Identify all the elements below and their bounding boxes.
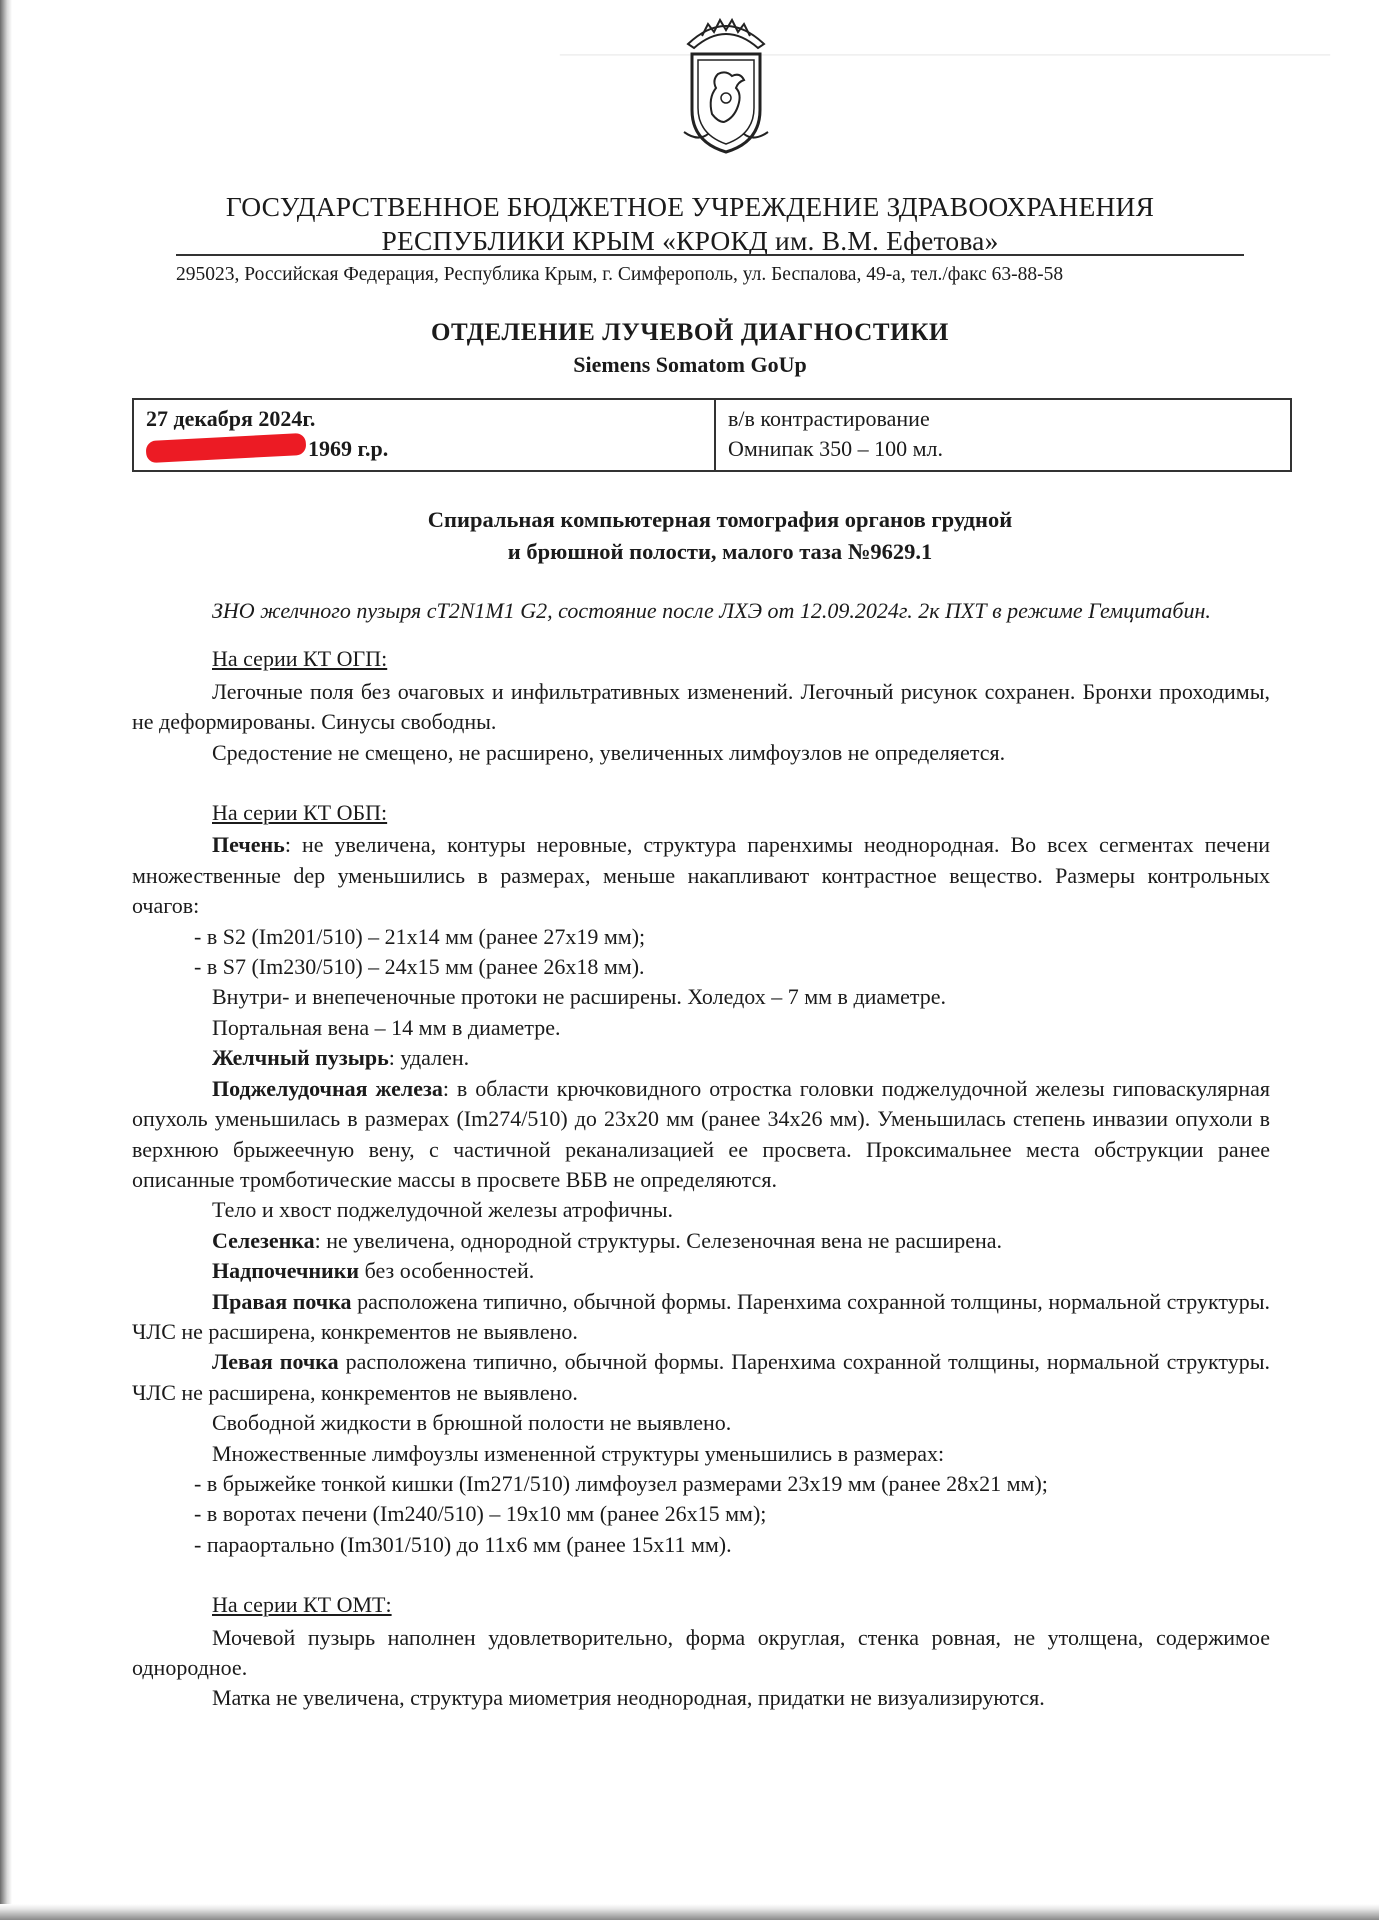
portal-vein-paragraph: Портальная вена – 14 мм в диаметре. bbox=[212, 1014, 561, 1040]
section-gap bbox=[132, 1560, 1270, 1590]
bleed-through-text: ——————————————————————————————————— bbox=[560, 40, 1330, 65]
chest-lungs-paragraph: Легочные поля без очаговых и инфильтративных изменений. Легочный рисунок сохранен. Бронхи проходимы, не деформированы. Синусы свободны. bbox=[132, 678, 1270, 735]
patient-info-cell bbox=[134, 400, 716, 470]
contrast-label: в/в контрастирование bbox=[728, 406, 930, 431]
department-name: ОТДЕЛЕНИЕ ЛУЧЕВОЙ ДИАГНОСТИКИ bbox=[431, 319, 949, 346]
spleen-label: Селезенка bbox=[212, 1227, 315, 1253]
bile-ducts-paragraph: Внутри- и внепеченочные протоки не расширены. Холедох – 7 мм в диаметре. bbox=[212, 984, 947, 1010]
birth-year: 1969 г.р. bbox=[308, 436, 389, 461]
clinical-diagnosis: ЗНО желчного пузыря cT2N1M1 G2, состояние после ЛХЭ от 12.09.2024г. 2к ПХТ в режиме Гемцитабин. bbox=[212, 598, 1211, 623]
section-heading-abdomen: На серии КТ ОБП: bbox=[212, 800, 388, 826]
left-kidney-text: расположена типично, обычной формы. Паренхима сохранной толщины, нормальной структуры. ЧЛС не расширена, конкрементов не выявлено. bbox=[132, 1349, 1270, 1405]
study-title-line-1: Спиральная компьютерная томография органов грудной bbox=[427, 507, 1013, 532]
organization-header bbox=[150, 190, 1230, 258]
lymph-node-item-3: - параортально (Im301/510) до 11х6 мм (ранее 15х11 мм). bbox=[194, 1531, 732, 1557]
exam-date: 27 декабря 2024г. bbox=[146, 406, 316, 431]
gallbladder-paragraph bbox=[132, 1043, 1270, 1073]
section-gap bbox=[132, 768, 1270, 798]
page-shadow-left bbox=[0, 0, 12, 1920]
spleen-paragraph bbox=[132, 1226, 1270, 1256]
right-kidney-text: расположена типично, обычной формы. Паренхима сохранной толщины, нормальной структуры. ЧЛС не расширена, конкрементов не выявлено. bbox=[132, 1288, 1270, 1344]
pancreas-label: Поджелудочная железа bbox=[212, 1075, 443, 1101]
free-fluid-paragraph: Свободной жидкости в брюшной полости не выявлено. bbox=[212, 1410, 732, 1436]
redacted-patient-name bbox=[146, 433, 307, 463]
organization-address: 295023, Российская Федерация, Республика Крым, г. Симферополь, ул. Беспалова, 49-а, тел./факс 63-88-58 bbox=[176, 264, 1064, 285]
liver-label: Печень bbox=[212, 832, 285, 858]
contrast-agent: Омнипак 350 – 100 мл. bbox=[728, 436, 943, 461]
organization-name-line-1: ГОСУДАРСТВЕННОЕ БЮДЖЕТНОЕ УЧРЕЖДЕНИЕ ЗДРАВООХРАНЕНИЯ bbox=[225, 191, 1155, 222]
pancreas-text: : в области крючковидного отростка головки поджелудочной железы гиповаскулярная опухоль уменьшилась в размерах (Im274/510) до 23х20 мм (ранее 34х26 мм). Уменьшилась степень инвазии опухоли в верхнюю брыжеечную вену, с частичной реканализацией ее просвета. Проксимальнее места обструкции ранее описанные тромботические массы в просвете ВБВ не определяются. bbox=[132, 1075, 1270, 1192]
lymph-nodes-intro: Множественные лимфоузлы измененной структуры уменьшились в размерах: bbox=[212, 1440, 945, 1466]
contrast-info-cell bbox=[716, 400, 1290, 470]
patient-info-table bbox=[132, 398, 1292, 472]
birth-year-row bbox=[146, 434, 702, 464]
page-shadow-bottom bbox=[0, 1904, 1379, 1920]
left-kidney-label: Левая почка bbox=[212, 1349, 339, 1375]
bladder-paragraph: Мочевой пузырь наполнен удовлетворительно, форма округлая, стенка ровная, не утолщена, содержимое однородное. bbox=[132, 1624, 1270, 1680]
spleen-text: : не увеличена, однородной структуры. Селезеночная вена не расширена. bbox=[314, 1227, 1002, 1253]
liver-text: : не увеличена, контуры неровные, структура паренхимы неоднородная. Во всех сегментах печени множественные dep уменьшились в размерах, меньше накапливают контрастное вещество. Размеры контрольных очагов: bbox=[132, 832, 1270, 919]
liver-paragraph bbox=[132, 830, 1270, 921]
gallbladder-label: Желчный пузырь bbox=[212, 1045, 389, 1071]
section-heading-chest: На серии КТ ОГП: bbox=[212, 646, 388, 672]
study-title-line-2: и брюшной полости, малого таза №9629.1 bbox=[507, 539, 933, 564]
adrenal-label: Надпочечники bbox=[212, 1258, 360, 1284]
liver-lesion-1: - в S2 (Im201/510) – 21х14 мм (ранее 27х19 мм); bbox=[194, 923, 646, 949]
pancreas-body-paragraph: Тело и хвост поджелудочной железы атрофичны. bbox=[212, 1197, 674, 1223]
section-heading-pelvis: На серии КТ ОМТ: bbox=[212, 1592, 392, 1618]
right-kidney-paragraph bbox=[132, 1287, 1270, 1348]
lymph-node-item-2: - в воротах печени (Im240/510) – 19х10 мм (ранее 26х15 мм); bbox=[194, 1501, 767, 1527]
report-body bbox=[132, 596, 1270, 1714]
right-kidney-label: Правая почка bbox=[212, 1288, 352, 1314]
scanner-model: Siemens Somatom GoUp bbox=[573, 352, 807, 377]
lymph-node-item-1: - в брыжейке тонкой кишки (Im271/510) лимфоузел размерами 23х19 мм (ранее 28х21 мм); bbox=[194, 1470, 1048, 1496]
adrenal-paragraph bbox=[132, 1256, 1270, 1286]
organization-name-line-2: РЕСПУБЛИКИ КРЫМ «КРОКД им. В.М. Ефетова» bbox=[381, 225, 999, 256]
liver-lesion-2: - в S7 (Im230/510) – 24х15 мм (ранее 26х18 мм). bbox=[194, 954, 645, 980]
crimea-coat-of-arms-emblem bbox=[678, 14, 774, 160]
header-divider bbox=[176, 254, 1244, 256]
adrenal-text: без особенностей. bbox=[359, 1258, 535, 1284]
department-block bbox=[150, 316, 1230, 380]
chest-mediastinum-paragraph: Средостение не смещено, не расширено, увеличенных лимфоузлов не определяется. bbox=[212, 739, 1006, 765]
study-title bbox=[200, 504, 1240, 568]
gallbladder-text: : удален. bbox=[388, 1045, 470, 1071]
uterus-paragraph: Матка не увеличена, структура миометрия неоднородная, придатки не визуализируются. bbox=[212, 1685, 1045, 1711]
pancreas-paragraph bbox=[132, 1074, 1270, 1196]
left-kidney-paragraph bbox=[132, 1347, 1270, 1408]
